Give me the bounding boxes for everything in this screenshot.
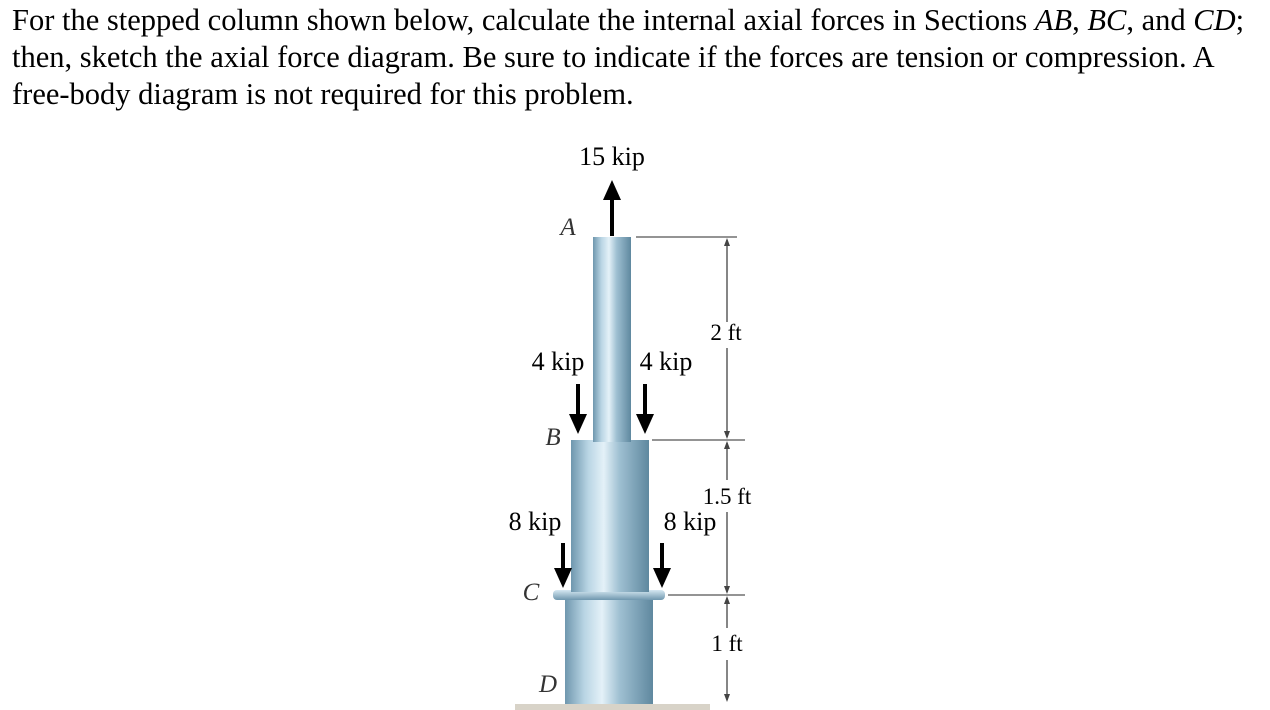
- load-label-c-right: 8 kip: [663, 507, 717, 536]
- section-ab-label: AB: [1034, 3, 1073, 37]
- dimension-label-bc: 1.5 ft: [702, 484, 752, 509]
- column-segment-ab: [593, 237, 631, 442]
- load-label-b-left: 4 kip: [531, 347, 585, 376]
- load-arrow-c-left: [554, 543, 572, 588]
- column-segment-cd: [565, 598, 653, 704]
- point-label-d: D: [538, 671, 558, 698]
- section-bc-label: BC: [1087, 3, 1127, 37]
- problem-comma: ,: [1072, 3, 1088, 37]
- problem-text-3: ; then, sketch the axial force diagram. Be sure to indicate if the forces are tension or compression. A free-body diagram is not required for this problem.: [12, 3, 1245, 111]
- problem-text-1: For the stepped column shown below, calculate the internal axial forces in Sections: [12, 3, 1035, 37]
- section-cd-label: CD: [1193, 3, 1236, 37]
- dimension-line-bc: [724, 441, 730, 594]
- load-arrow-a: [603, 180, 621, 236]
- ground-base: [515, 704, 710, 710]
- load-arrow-c-right: [653, 543, 671, 588]
- point-label-a: A: [560, 214, 576, 241]
- problem-text-2: , and: [1126, 3, 1194, 37]
- dimension-label-cd: 1 ft: [711, 631, 743, 656]
- load-arrow-b-left: [569, 384, 587, 434]
- load-label-top: 15 kip: [579, 142, 645, 171]
- load-label-b-right: 4 kip: [639, 347, 693, 376]
- point-label-c: C: [522, 579, 540, 606]
- column-segment-bc: [571, 440, 649, 592]
- load-label-c-left: 8 kip: [508, 507, 562, 536]
- dimension-label-ab: 2 ft: [710, 320, 742, 345]
- load-arrow-b-right: [636, 384, 654, 434]
- point-label-b: B: [545, 424, 561, 451]
